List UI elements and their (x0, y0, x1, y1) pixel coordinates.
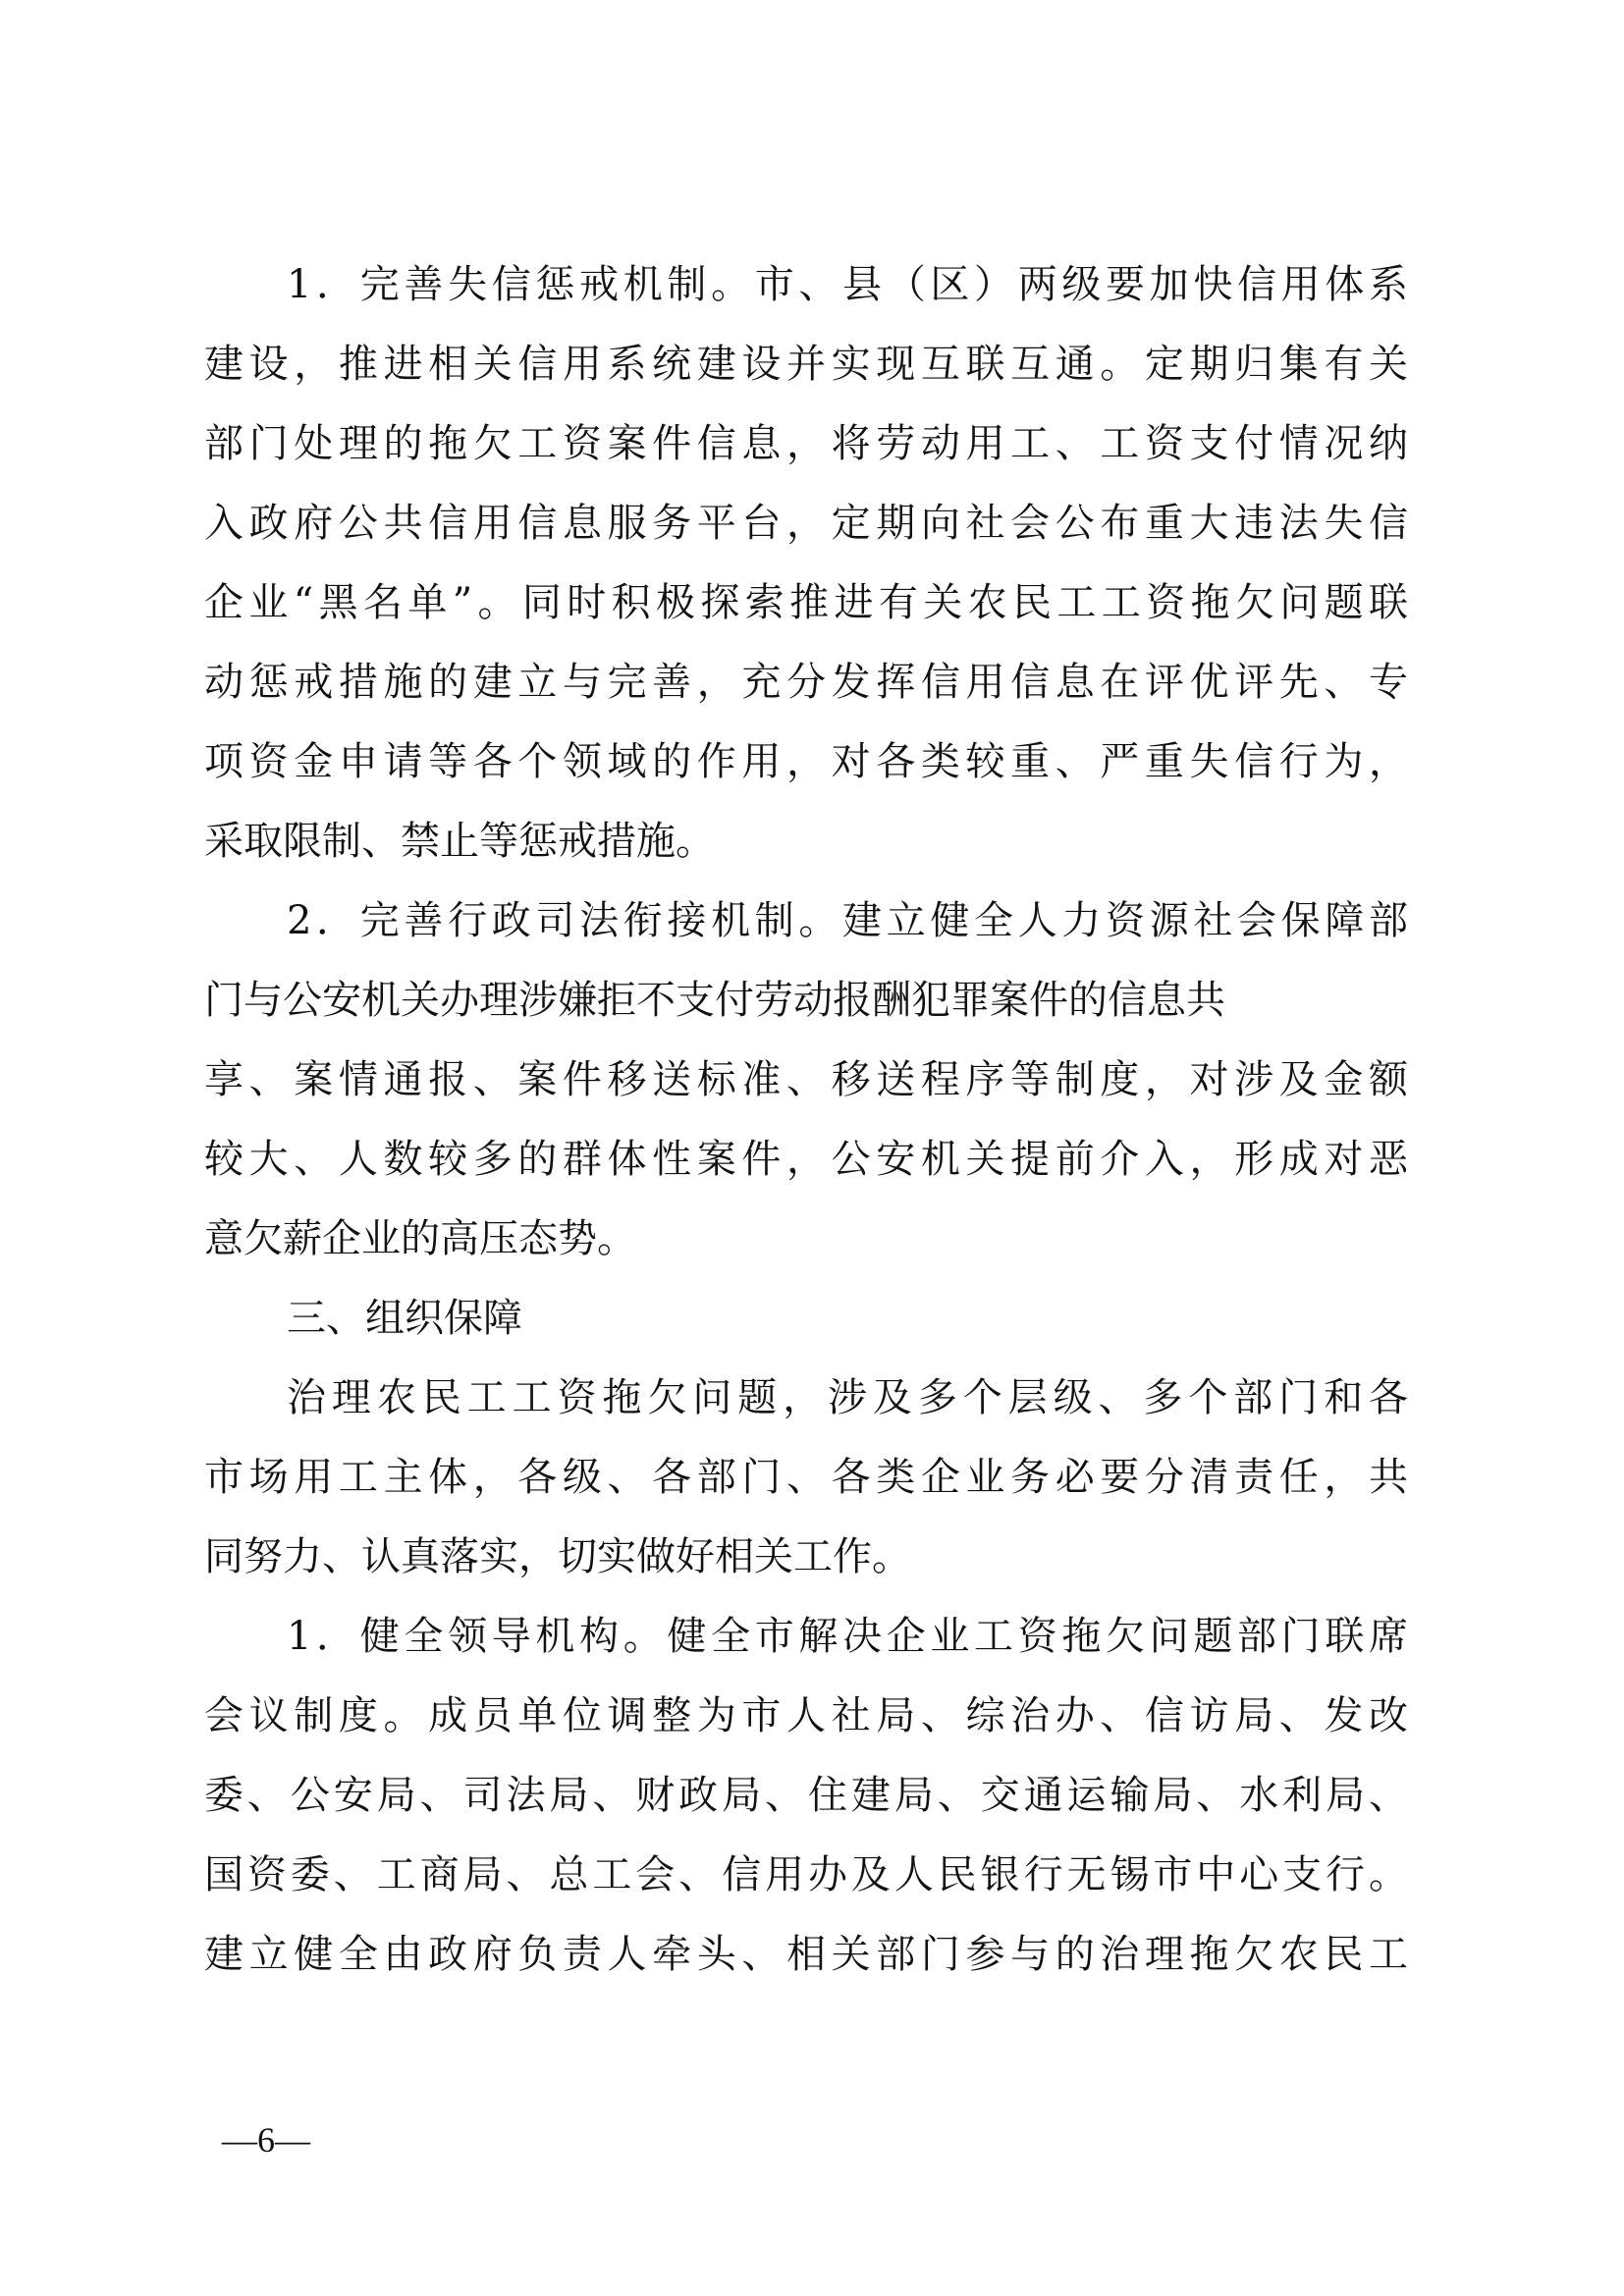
section-heading-organizational-guarantee (204, 1279, 1408, 1359)
text-line: 企业“黑名单”。同时积极探索推进有关农民工工资拖欠问题联 (204, 580, 1408, 625)
text-line: 委、公安局、司法局、财政局、住建局、交通运输局、水利局、 (204, 1773, 1408, 1818)
page-number: —6— (222, 2120, 310, 2160)
text-line: 国资委、工商局、总工会、信用办及人民银行无锡市中心支行。 (204, 1852, 1408, 1897)
text-line: 采取限制、禁止等惩戒措施。 (204, 819, 715, 864)
text-line: 门与公安机关办理涉嫌拒不支付劳动报酬犯罪案件的信息共 (204, 978, 1225, 1023)
section-heading: 三、组织保障 (287, 1296, 522, 1341)
item-leadership-structure (204, 1597, 1408, 1995)
text-line: 入政府公共信用信息服务平台，定期向社会公布重大违法失信 (204, 501, 1408, 546)
text-line: 项资金申请等各个领域的作用，对各类较重、严重失信行为， (204, 739, 1408, 784)
text-line: 1．健全领导机构。健全市解决企业工资拖欠问题部门联席 (287, 1614, 1408, 1659)
document-body (204, 245, 1408, 1995)
item-credit-punishment-mechanism (204, 245, 1408, 881)
text-line: 享、案情通报、案件移送标准、移送程序等制度，对涉及金额 (204, 1057, 1408, 1102)
text-line: 同努力、认真落实，切实做好相关工作。 (204, 1534, 911, 1579)
text-line: 会议制度。成员单位调整为市人社局、综治办、信访局、发改 (204, 1693, 1408, 1738)
text-line: 动惩戒措施的建立与完善，充分发挥信用信息在评优评先、专 (204, 660, 1408, 705)
text-line: 建设，推进相关信用系统建设并实现互联互通。定期归集有关 (204, 342, 1408, 387)
text-line: 意欠薪企业的高压态势。 (204, 1216, 636, 1261)
item-administrative-judicial-linkage (204, 881, 1408, 1279)
text-line: 1．完善失信惩戒机制。市、县（区）两级要加快信用体系 (287, 262, 1408, 307)
paragraph-responsibility (204, 1359, 1408, 1597)
text-line: 部门处理的拖欠工资案件信息，将劳动用工、工资支付情况纳 (204, 421, 1408, 466)
text-line: 治理农民工工资拖欠问题，涉及多个层级、多个部门和各 (287, 1375, 1408, 1420)
text-line: 2．完善行政司法衔接机制。建立健全人力资源社会保障部 (287, 898, 1408, 943)
text-line: 较大、人数较多的群体性案件，公安机关提前介入，形成对恶 (204, 1137, 1408, 1182)
text-line: 市场用工主体，各级、各部门、各类企业务必要分清责任，共 (204, 1455, 1408, 1500)
text-line: 建立健全由政府负责人牵头、相关部门参与的治理拖欠农民工 (204, 1932, 1408, 1977)
